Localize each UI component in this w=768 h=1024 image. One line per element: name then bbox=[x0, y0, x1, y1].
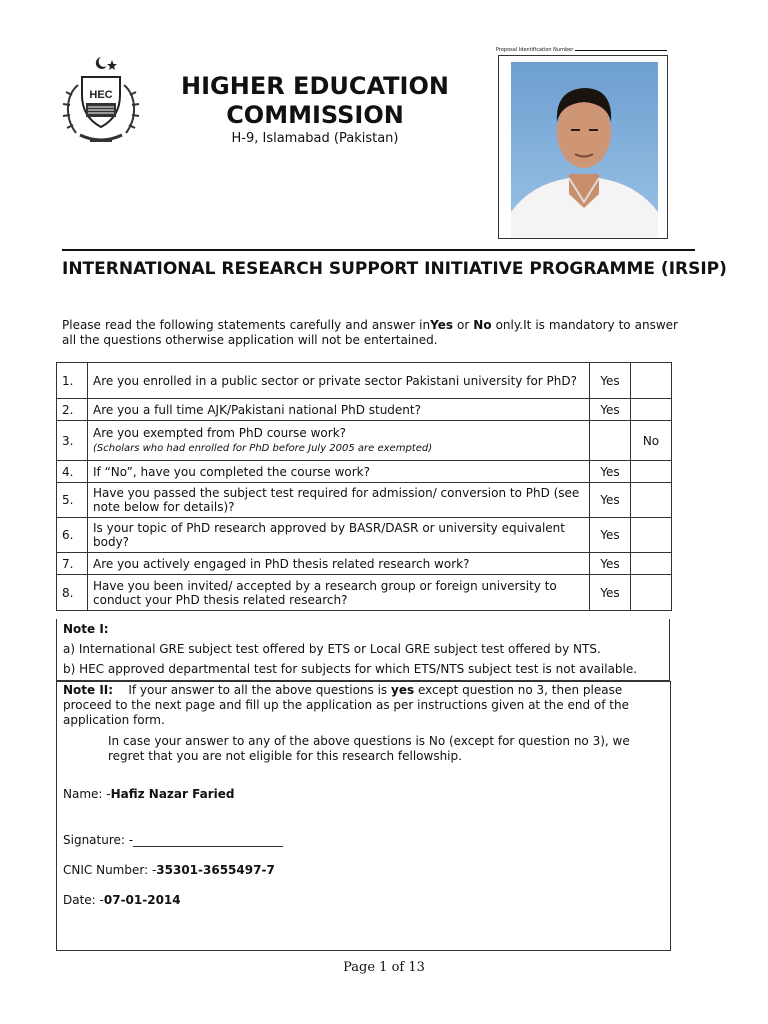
proposal-id-field bbox=[496, 47, 667, 53]
answer-yes-cell[interactable]: Yes bbox=[590, 461, 631, 483]
cnic-field bbox=[63, 863, 275, 878]
note-two-text-rest: except question no 3, then please proceed to the next page and fill up the application as per instructions given at the end of the application form. bbox=[63, 683, 629, 727]
table-row bbox=[57, 421, 672, 461]
applicant-photo-frame bbox=[498, 55, 668, 239]
signature-label: Signature: - bbox=[63, 833, 134, 847]
instructions-paragraph bbox=[62, 318, 678, 348]
cnic-value: 35301-3655497-7 bbox=[156, 863, 275, 877]
answer-yes-cell[interactable]: Yes bbox=[590, 363, 631, 399]
question-text: Have you been invited/ accepted by a research group or foreign university to conduct your PhD thesis related research? bbox=[88, 575, 590, 611]
answer-yes-cell[interactable]: Yes bbox=[590, 399, 631, 421]
eligibility-questions-table bbox=[56, 362, 672, 611]
note-two-yes: yes bbox=[391, 683, 415, 697]
table-row bbox=[57, 575, 672, 611]
svg-text:HEC: HEC bbox=[89, 89, 113, 101]
hec-logo bbox=[60, 55, 142, 149]
question-number: 1. bbox=[57, 363, 88, 399]
organization-address: H-9, Islamabad (Pakistan) bbox=[231, 131, 399, 146]
question-text: Is your topic of PhD research approved by BASR/DASR or university equivalent body? bbox=[88, 518, 590, 553]
date-field bbox=[63, 893, 181, 908]
answer-yes-cell[interactable] bbox=[590, 421, 631, 461]
note-two-paragraph-2: In case your answer to any of the above questions is No (except for question no 3), we regret that you are not eligible for this research fellowship. bbox=[108, 734, 630, 763]
intro-text: Please read the following statements carefully and answer in bbox=[62, 318, 431, 332]
name-label: Name: - bbox=[63, 787, 111, 801]
table-row bbox=[57, 518, 672, 553]
answer-no-cell[interactable] bbox=[631, 461, 672, 483]
answer-yes-cell[interactable]: Yes bbox=[590, 575, 631, 611]
applicant-photo bbox=[511, 62, 658, 238]
date-label: Date: - bbox=[63, 893, 104, 907]
answer-yes-cell[interactable]: Yes bbox=[590, 553, 631, 575]
answer-yes-cell[interactable]: Yes bbox=[590, 483, 631, 518]
header-divider bbox=[62, 249, 695, 251]
answer-yes-cell[interactable]: Yes bbox=[590, 518, 631, 553]
note-one-item-a: a) International GRE subject test offered by ETS or Local GRE subject test offered by NTS. bbox=[63, 642, 601, 656]
note-one-item-b: b) HEC approved departmental test for subjects for which ETS/NTS subject test is not available. bbox=[63, 662, 638, 676]
question-text: Are you enrolled in a public sector or private sector Pakistani university for PhD? bbox=[88, 363, 590, 399]
page-number: Page 1 of 13 bbox=[343, 960, 425, 975]
answer-no-cell[interactable] bbox=[631, 483, 672, 518]
question-text: If “No”, have you completed the course work? bbox=[88, 461, 590, 483]
question-note: (Scholars who had enrolled for PhD before July 2005 are exempted) bbox=[93, 442, 433, 454]
date-value: 07-01-2014 bbox=[103, 893, 181, 907]
question-main-text: Are you exempted from PhD course work? bbox=[93, 425, 347, 440]
answer-no-cell[interactable] bbox=[631, 518, 672, 553]
name-value: Hafiz Nazar Faried bbox=[110, 787, 235, 801]
question-text: Are you actively engaged in PhD thesis related research work? bbox=[88, 553, 590, 575]
title-line-1: HIGHER EDUCATION bbox=[181, 72, 449, 100]
question-number: 2. bbox=[57, 399, 88, 421]
intro-no: No bbox=[473, 318, 492, 332]
programme-title: INTERNATIONAL RESEARCH SUPPORT INITIATIVE PROGRAMME (IRSIP) bbox=[62, 259, 727, 279]
note-two-label: Note II: bbox=[63, 683, 114, 697]
question-text: Are you a full time AJK/Pakistani national PhD student? bbox=[88, 399, 590, 421]
table-row bbox=[57, 461, 672, 483]
table-row bbox=[57, 483, 672, 518]
applicant-name-field bbox=[63, 787, 234, 802]
answer-no-cell[interactable] bbox=[631, 553, 672, 575]
question-text: Have you passed the subject test required for admission/ conversion to PhD (see note below for details)? bbox=[88, 483, 590, 518]
note-one-label: Note I: bbox=[63, 622, 109, 636]
table-row bbox=[57, 553, 672, 575]
table-row bbox=[57, 363, 672, 399]
person-portrait-icon bbox=[511, 62, 658, 238]
intro-or: or bbox=[453, 318, 474, 332]
proposal-id-line bbox=[575, 50, 667, 51]
cnic-label: CNIC Number: - bbox=[63, 863, 157, 877]
answer-no-cell[interactable]: No bbox=[631, 421, 672, 461]
question-number: 3. bbox=[57, 421, 88, 461]
signature-line[interactable]: _________________________ bbox=[133, 833, 284, 847]
note-one bbox=[56, 619, 670, 681]
title-line-2: COMMISSION bbox=[226, 101, 404, 129]
proposal-id-label: Proposal Identification Number bbox=[496, 47, 574, 53]
answer-no-cell[interactable] bbox=[631, 363, 672, 399]
intro-yes: Yes bbox=[430, 318, 453, 332]
question-number: 4. bbox=[57, 461, 88, 483]
organization-title bbox=[150, 72, 480, 130]
table-row bbox=[57, 399, 672, 421]
question-number: 8. bbox=[57, 575, 88, 611]
intro-text-rest: only.It is mandatory to answer all the questions otherwise application will not be entertained. bbox=[62, 318, 678, 347]
question-number: 5. bbox=[57, 483, 88, 518]
answer-no-cell[interactable] bbox=[631, 399, 672, 421]
note-two-text: If your answer to all the above questions is bbox=[128, 683, 392, 697]
note-two-paragraph-1 bbox=[63, 683, 664, 728]
answer-no-cell[interactable] bbox=[631, 575, 672, 611]
note-two bbox=[56, 681, 671, 951]
question-number: 7. bbox=[57, 553, 88, 575]
signature-field bbox=[63, 833, 283, 848]
question-text bbox=[88, 421, 590, 461]
question-number: 6. bbox=[57, 518, 88, 553]
